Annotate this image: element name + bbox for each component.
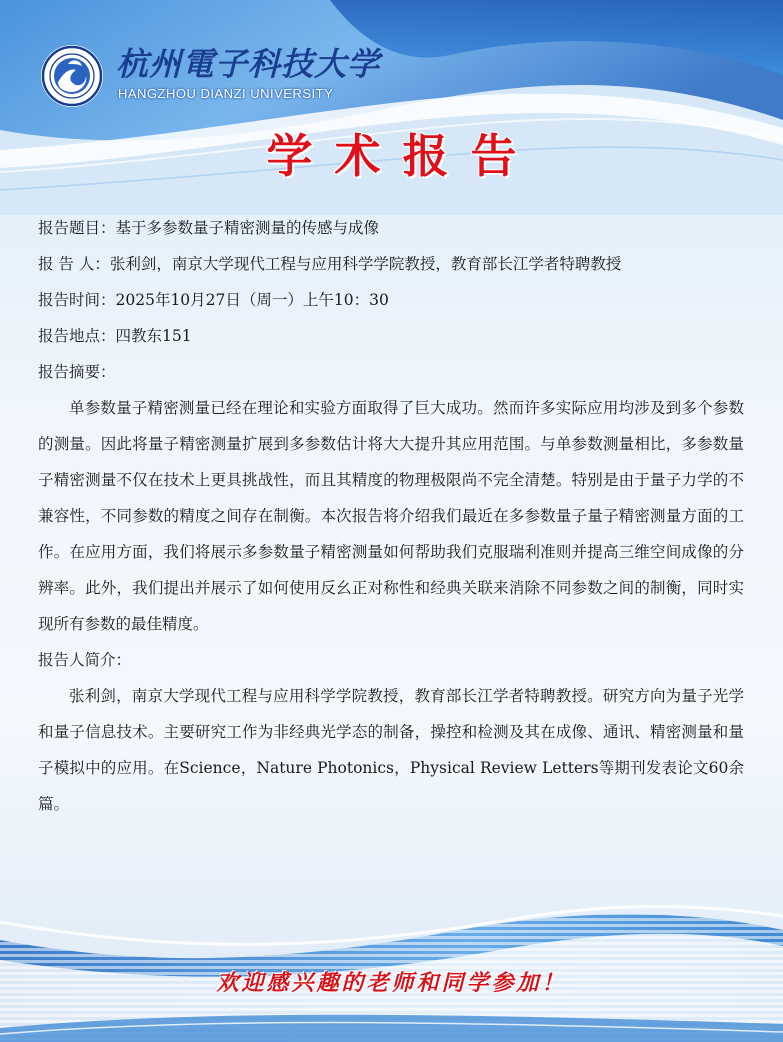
report-topic: 报告题目：基于多参数量子精密测量的传感与成像	[38, 219, 380, 237]
university-name-en: HANGZHOU DIANZI UNIVERSITY	[118, 86, 334, 101]
abstract-label: 报告摘要：	[38, 363, 116, 381]
welcome-message: 欢迎感兴趣的老师和同学参加！	[216, 970, 567, 996]
page-title: 学术报告	[266, 129, 539, 183]
report-speaker: 报 告 人：张利剑，南京大学现代工程与应用科学学院教授，教育部长江学者特聘教授	[38, 255, 622, 273]
bio-label: 报告人简介：	[38, 651, 132, 669]
abstract-text: 单参数量子精密测量已经在理论和实验方面取得了巨大成功。然而许多实际应用均涉及到多个参数的测量。因此将量子精密测量扩展到多参数估计将大大提升其应用范围。与单参数测量相比，多参数量子精密测量不仅在技术上更具挑战性，而且其精度的物理极限尚不完全清楚。特别是由于量子力学的不兼容性，不同参数的精度之间存在制衡。本次报告将介绍我们最近在多参数量子量子精密测量方面的工作。在应用方面，我们将展示多参数量子精密测量如何帮助我们克服瑞利准则并提高三维空间成像的分辨率。此外，我们提出并展示了如何使用反幺正对称性和经典关联来消除不同参数之间的制衡，同时实现所有参数的最佳精度。	[38, 399, 744, 633]
report-time: 报告时间：2025年10月27日（周一）上午10：30	[38, 291, 389, 309]
university-emblem-icon	[40, 44, 104, 108]
bio-text: 张利剑，南京大学现代工程与应用科学学院教授，教育部长江学者特聘教授。研究方向为量子光学和量子信息技术。主要研究工作为非经典光学态的制备，操控和检测及其在成像、通讯、精密测量和量子模拟中的应用。在Science，Nature Photonics，Physical Review Letters等期刊发表论文60余篇。	[38, 687, 744, 813]
report-place: 报告地点：四教东151	[38, 327, 192, 345]
university-name-cn: 杭州電子科技大学	[116, 45, 381, 83]
report-content	[38, 210, 744, 822]
